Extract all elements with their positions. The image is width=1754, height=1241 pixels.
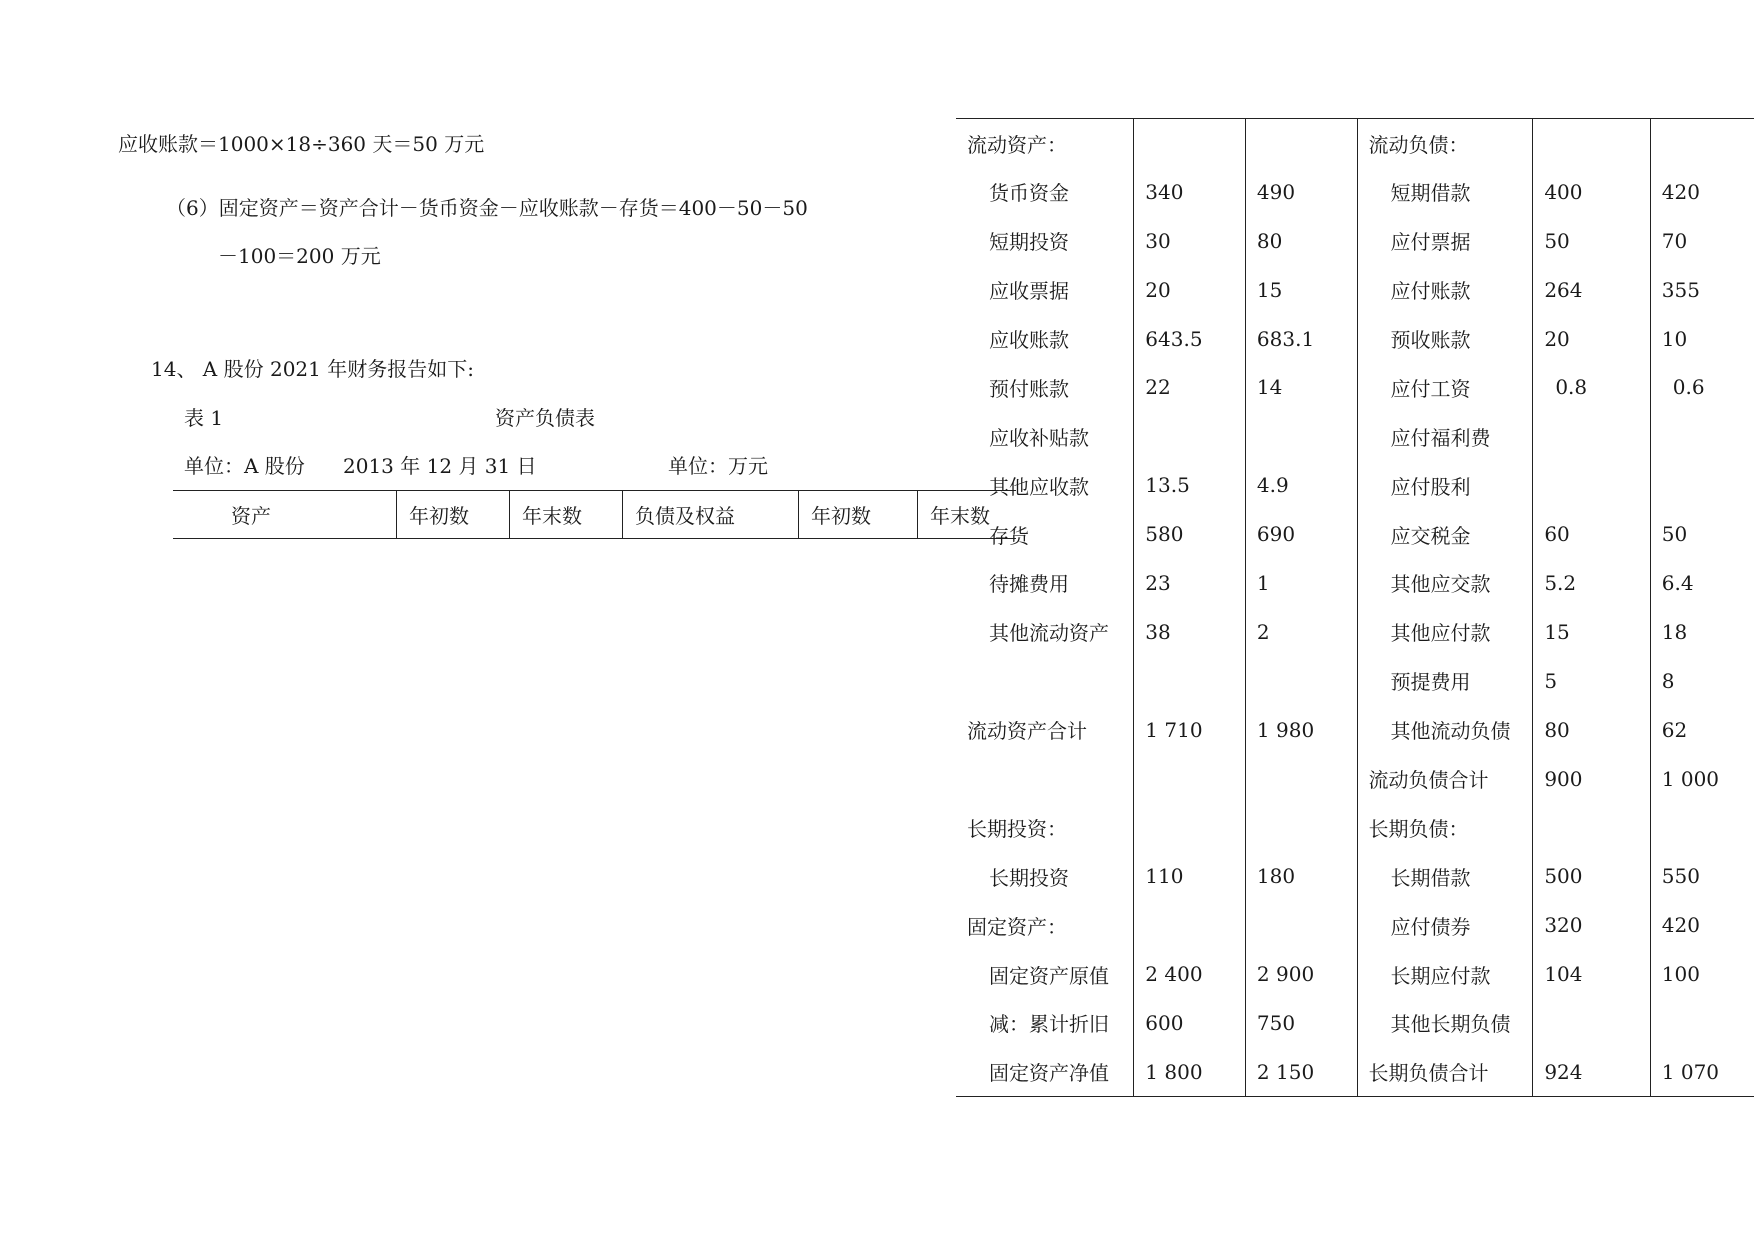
liability-item: 应付债券: [1357, 901, 1533, 950]
asset-begin-value: [1134, 119, 1246, 168]
asset-begin-value: [1134, 754, 1246, 803]
asset-end-value: 15: [1245, 265, 1357, 314]
asset-item: 其他应收款: [956, 461, 1134, 510]
asset-end-value: 750: [1245, 999, 1357, 1048]
asset-item: 应收账款: [956, 314, 1134, 363]
liability-end-value: 1 070: [1650, 1047, 1754, 1096]
liability-item: 短期借款: [1357, 167, 1533, 216]
asset-item: 应收票据: [956, 265, 1134, 314]
fixed-assets-formula-continued: －100＝200 万元: [218, 244, 381, 268]
asset-end-value: [1245, 656, 1357, 705]
header-end-year: 年末数: [918, 491, 1017, 539]
liability-end-value: 0.6: [1672, 375, 1705, 400]
liability-end-value: [1650, 119, 1754, 168]
asset-begin-value: 38: [1134, 607, 1246, 656]
liability-end-value: 70: [1661, 228, 1688, 253]
liability-begin-value: 20: [1533, 314, 1650, 363]
liability-begin-value: 5: [1533, 656, 1650, 705]
asset-begin-value: 30: [1134, 216, 1246, 265]
header-begin-year: 年初数: [799, 491, 918, 539]
header-row: [173, 491, 1016, 539]
asset-begin-value: 23: [1134, 559, 1246, 608]
table-row: [956, 607, 1754, 656]
header-begin-year: 年初数: [397, 491, 510, 539]
table-row: [956, 754, 1754, 803]
asset-end-value: 1: [1245, 559, 1357, 608]
liability-begin-value: 500: [1533, 852, 1650, 901]
asset-begin-value: [1134, 412, 1246, 461]
asset-end-value: 2 150: [1245, 1047, 1357, 1096]
liability-begin-value: 5.2: [1533, 559, 1650, 608]
liability-item: 长期负债合计: [1357, 1047, 1533, 1096]
asset-end-value: [1245, 754, 1357, 803]
asset-item: 货币资金: [956, 167, 1134, 216]
header-end-year: 年末数: [510, 491, 623, 539]
asset-end-value: 2: [1245, 607, 1357, 656]
header-assets: 资产: [173, 491, 397, 539]
liability-begin-value: 104: [1533, 950, 1650, 999]
liability-item: 长期负债：: [1357, 803, 1533, 852]
unit-money: 单位：万元: [668, 454, 768, 478]
asset-item: 流动资产：: [956, 119, 1134, 168]
asset-item: 长期投资: [956, 852, 1134, 901]
table-row: [956, 314, 1754, 363]
asset-begin-value: 600: [1134, 999, 1246, 1048]
table-row: [956, 559, 1754, 608]
table-row: [956, 803, 1754, 852]
fixed-assets-formula-line: （6）固定资产＝资产合计－货币资金－应收账款－存货＝400－50－50: [166, 196, 808, 220]
asset-item: 其他流动资产: [956, 607, 1134, 656]
liability-end-value: 355: [1661, 277, 1700, 302]
liability-end-value: 10: [1661, 326, 1688, 351]
question-14-text: 14、 A 股份 2021 年财务报告如下:: [151, 357, 474, 381]
liability-begin-value: 924: [1533, 1047, 1650, 1096]
table-row: [956, 852, 1754, 901]
asset-end-value: 180: [1245, 852, 1357, 901]
liability-item: 应付股利: [1357, 461, 1533, 510]
liability-begin-value: [1533, 803, 1650, 852]
table-row: [956, 363, 1754, 412]
asset-end-value: [1245, 803, 1357, 852]
table-row: [956, 656, 1754, 705]
liability-begin-value: 900: [1533, 754, 1650, 803]
asset-begin-value: [1134, 656, 1246, 705]
liability-item: 其他长期负债: [1357, 999, 1533, 1048]
balance-sheet-header-table: [173, 490, 1016, 539]
table-row: [956, 119, 1754, 168]
liability-end-value: 50: [1661, 522, 1688, 547]
liability-begin-value: 0.8: [1533, 363, 1650, 412]
asset-item: [956, 754, 1134, 803]
table-row: [956, 901, 1754, 950]
asset-begin-value: 22: [1134, 363, 1246, 412]
liability-begin-value: [1533, 119, 1650, 168]
table-number: 表 1: [184, 406, 224, 430]
asset-item: [956, 656, 1134, 705]
liability-item: 流动负债合计: [1357, 754, 1533, 803]
asset-end-value: [1245, 119, 1357, 168]
liability-begin-value: [1533, 412, 1650, 461]
liability-item: 预收账款: [1357, 314, 1533, 363]
liability-item: 长期应付款: [1357, 950, 1533, 999]
liability-item: 预提费用: [1357, 656, 1533, 705]
report-date: 2013 年 12 月 31 日: [343, 454, 537, 478]
asset-item: 固定资产净值: [956, 1047, 1134, 1096]
unit-company: 单位：A 股份: [184, 454, 305, 478]
table-row: [956, 265, 1754, 314]
table-row: [956, 950, 1754, 999]
liability-begin-value: 15: [1533, 607, 1650, 656]
receivables-formula-line: 应收账款＝1000×18÷360 天＝50 万元: [118, 132, 485, 156]
asset-end-value: [1245, 412, 1357, 461]
asset-item: 预付账款: [956, 363, 1134, 412]
asset-end-value: 683.1: [1245, 314, 1357, 363]
asset-begin-value: 110: [1134, 852, 1246, 901]
liability-end-value: 1 000: [1661, 766, 1720, 791]
table-row: [956, 705, 1754, 754]
asset-begin-value: 2 400: [1134, 950, 1246, 999]
liability-item: 长期借款: [1357, 852, 1533, 901]
asset-item: 应收补贴款: [956, 412, 1134, 461]
asset-item: 短期投资: [956, 216, 1134, 265]
asset-end-value: 80: [1245, 216, 1357, 265]
asset-begin-value: 340: [1134, 167, 1246, 216]
liability-end-value: 100: [1661, 962, 1700, 987]
asset-end-value: 14: [1245, 363, 1357, 412]
asset-begin-value: 580: [1134, 510, 1246, 559]
header-liabilities-equity: 负债及权益: [623, 491, 799, 539]
liability-end-value: [1650, 412, 1754, 461]
liability-begin-value: [1533, 461, 1650, 510]
asset-item: 固定资产：: [956, 901, 1134, 950]
liability-end-value: 8: [1661, 668, 1675, 693]
asset-end-value: 490: [1245, 167, 1357, 216]
asset-end-value: 2 900: [1245, 950, 1357, 999]
liability-item: 应付账款: [1357, 265, 1533, 314]
asset-begin-value: 13.5: [1134, 461, 1246, 510]
liability-item: 应交税金: [1357, 510, 1533, 559]
table-row: [956, 461, 1754, 510]
table-row: [956, 1047, 1754, 1096]
asset-item: 减：累计折旧: [956, 999, 1134, 1048]
liability-end-value: 18: [1661, 619, 1688, 644]
liability-item: 其他应付款: [1357, 607, 1533, 656]
asset-item: 流动资产合计: [956, 705, 1134, 754]
liability-item: 应付工资: [1357, 363, 1533, 412]
asset-end-value: [1245, 901, 1357, 950]
asset-end-value: 690: [1245, 510, 1357, 559]
asset-begin-value: [1134, 901, 1246, 950]
liability-begin-value: 400: [1533, 167, 1650, 216]
table-title: 资产负债表: [495, 406, 595, 430]
liability-end-value: 62: [1661, 717, 1688, 742]
asset-begin-value: 1 710: [1134, 705, 1246, 754]
liability-item: 流动负债：: [1357, 119, 1533, 168]
liability-end-value: [1650, 803, 1754, 852]
asset-begin-value: [1134, 803, 1246, 852]
table-row: [956, 510, 1754, 559]
asset-end-value: 1 980: [1245, 705, 1357, 754]
asset-item: 固定资产原值: [956, 950, 1134, 999]
liability-begin-value: 60: [1533, 510, 1650, 559]
liability-item: 其他应交款: [1357, 559, 1533, 608]
table-row: [956, 412, 1754, 461]
asset-item: 长期投资：: [956, 803, 1134, 852]
asset-begin-value: 643.5: [1134, 314, 1246, 363]
liability-begin-value: 50: [1533, 216, 1650, 265]
liability-item: 应付福利费: [1357, 412, 1533, 461]
liability-begin-value: 320: [1533, 901, 1650, 950]
liability-end-value: 420: [1661, 179, 1700, 204]
liability-item: 应付票据: [1357, 216, 1533, 265]
asset-item: 存货: [956, 510, 1134, 559]
asset-begin-value: 1 800: [1134, 1047, 1246, 1096]
asset-end-value: 4.9: [1245, 461, 1357, 510]
liability-end-value: [1650, 461, 1754, 510]
table-row: [956, 216, 1754, 265]
balance-sheet-table: [956, 118, 1754, 1097]
liability-item: 其他流动负债: [1357, 705, 1533, 754]
liability-end-value: 420: [1661, 913, 1700, 938]
liability-begin-value: 80: [1533, 705, 1650, 754]
asset-begin-value: 20: [1134, 265, 1246, 314]
liability-end-value: 6.4: [1661, 570, 1694, 595]
liability-begin-value: 264: [1533, 265, 1650, 314]
liability-begin-value: [1533, 999, 1650, 1048]
asset-item: 待摊费用: [956, 559, 1134, 608]
table-row: [956, 999, 1754, 1048]
liability-end-value: [1650, 999, 1754, 1048]
table-row: [956, 167, 1754, 216]
liability-end-value: 550: [1661, 864, 1700, 889]
